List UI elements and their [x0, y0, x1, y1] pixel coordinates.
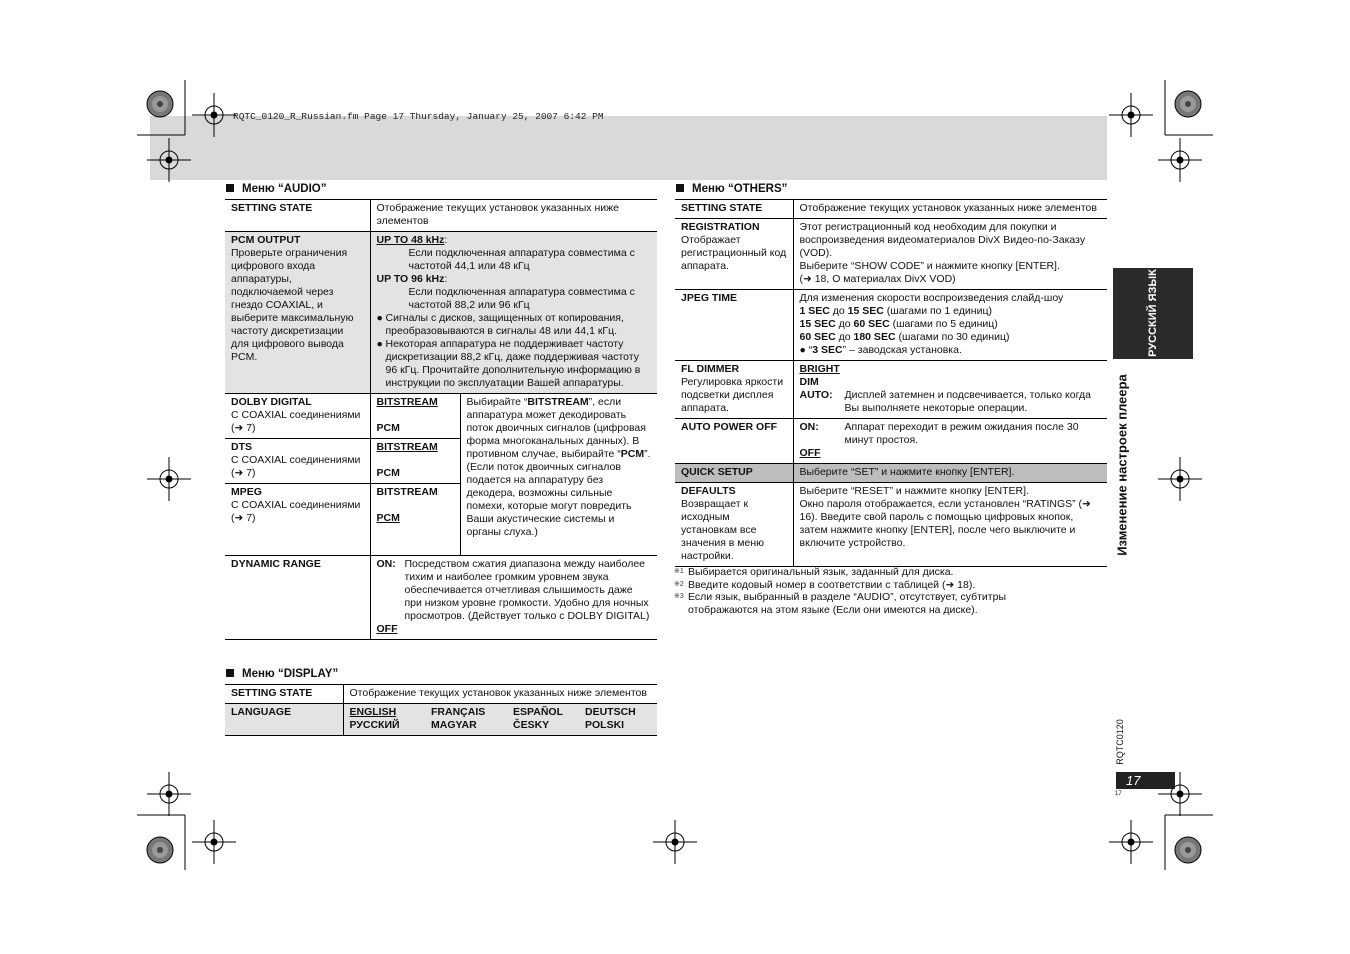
table-row	[675, 219, 1107, 290]
option-desc: Посредством сжатия диапазона между наиболее тихим и наиболее громким уровнем звука обеспечивается отчетливая слышимость даже при низком уровне громкости. Удобно для ночных просмотров. (Действует только с DOLBY DIGITAL)	[404, 558, 650, 622]
row-desc: Отображает регистрационный код аппарата.	[681, 234, 787, 272]
option-label: PCM	[376, 467, 400, 479]
table-row	[225, 200, 657, 232]
option-label: BITSTREAM	[376, 396, 438, 408]
row-key: DTS	[231, 441, 252, 453]
display-menu-title: Меню “DISPLAY”	[226, 668, 338, 680]
language-option: MAGYAR	[431, 719, 477, 731]
row-desc: С COAXIAL соединениями (➜ 7)	[231, 454, 361, 479]
table-row: AUTO POWER OFF ON: Аппарат переходит в режим ожидания после 30 минут простоя. OFF	[675, 419, 1107, 464]
table-row: PCM OUTPUT Проверьте ограничения цифрового входа аппаратуры, подключаемой через гнездо COAXIAL, и выберите максимальную частоту дискретизации для цифрового вывода PCM. UP TO 48 kHz: Если подключенная аппаратура совместима с частотой 44,1 или 48 кГц UP TO 96 kHz: Если подключенная аппаратура совместима с частотой 88,2 или 96 кГц ● Сигналы с дисков, защищенных от копирования, преобразовываются в сигналы 48 или 44,1 кГц. ● Некоторая аппаратура не поддерживает частоту дискретизации 88,2 кГц, даже поддерживая частоту 96 кГц. Прочитайте дополнительную информацию в инструкции по эксплуатации Вашей аппаратуры.	[225, 232, 657, 394]
color-wheel-icon	[1175, 91, 1201, 117]
page-number-small: 17	[1115, 791, 1122, 797]
language-option: POLSKI	[585, 719, 625, 731]
page-number: 17	[1116, 772, 1175, 789]
row-key: DOLBY DIGITAL	[231, 396, 312, 408]
row-desc: Проверьте ограничения цифрового входа аппаратуры, подключаемой через гнездо COAXIAL, и выберите максимальную частоту дискретизации для цифрового вывода PCM.	[231, 247, 354, 363]
row-value: Выберите “RESET” и нажмите кнопку [ENTER].	[799, 485, 1029, 497]
registration-mark-icon	[147, 457, 191, 501]
row-key: SETTING STATE	[225, 685, 343, 704]
row-value: Окно пароля отображается, если установлен “RATINGS” (➜ 16). Введите свой пароль с помощью цифровых кнопок, затем нажмите кнопку [ENTER], после чего выключите и включите устройство.	[799, 498, 1091, 549]
table-row: DYNAMIC RANGE ON: Посредством сжатия диапазона между наиболее тихим и наиболее громким уровнем звука обеспечивается отчетливая слышимость даже при низком уровне громкости. Удобно для ночных просмотров. (Действует только с DOLBY DIGITAL) OFF	[225, 556, 657, 640]
option-label: UP TO 48 kHz	[376, 234, 445, 246]
language-option: ESPAÑOL	[513, 706, 563, 718]
registration-mark-icon	[1109, 820, 1153, 864]
row-key: SETTING STATE	[225, 200, 370, 232]
table-row	[225, 704, 657, 736]
row-value: Выберите “SHOW CODE” и нажмите кнопку [ENTER].	[799, 260, 1060, 272]
option-label: BRIGHT	[799, 363, 840, 375]
bitstream-note: Выбирайте “BITSTREAM”, если аппаратура может декодировать поток двоичных сигналов (цифровая форма многоканальных данных). В противном случае, выбирайте “PCM”. (Если поток двоичных сигналов подается на аппаратуру без декодера, возможны сильные помехи, которые могут повредить Ваши акустические системы и органы слуха.)	[466, 396, 651, 538]
row-key: REGISTRATION	[681, 221, 760, 233]
row-value: (➜ 18, О материалах DivX VOD)	[799, 273, 956, 285]
option-desc: Если подключенная аппаратура совместима с частотой 88,2 или 96 кГц	[408, 286, 635, 311]
registration-mark-icon	[192, 93, 236, 137]
row-key: DEFAULTS	[681, 485, 736, 497]
option-label: DIM	[799, 376, 819, 388]
language-option: ENGLISH	[349, 706, 397, 718]
registration-mark-icon	[147, 138, 191, 182]
registration-mark-icon	[147, 772, 191, 816]
others-menu-table	[675, 199, 1107, 567]
registration-mark-icon	[653, 820, 697, 864]
row-key: LANGUAGE	[225, 704, 343, 736]
language-tab: РУССКИЙ ЯЗЫК	[1113, 268, 1193, 359]
table-row	[225, 685, 657, 704]
row-desc: С COAXIAL соединениями (➜ 7)	[231, 409, 361, 434]
option-label: OFF	[376, 623, 398, 635]
language-option: ČESKY	[513, 719, 550, 731]
row-value: Этот регистрационный код необходим для покупки и воспроизведения видеоматериалов DivX Видео-по-Заказу (VOD).	[799, 221, 1086, 259]
language-option: DEUTSCH	[585, 706, 636, 718]
color-wheel-icon	[1175, 837, 1201, 863]
table-row	[675, 483, 1107, 567]
row-key: MPEG	[231, 486, 262, 498]
row-key: PCM OUTPUT	[231, 234, 301, 246]
option-label: OFF	[799, 447, 821, 459]
registration-mark-icon	[1158, 138, 1202, 182]
footnote: ※1 Выбирается оригинальный язык, заданный для диска.	[674, 566, 954, 578]
file-info-line: RQTC_0120_R_Russian.fm Page 17 Thursday, January 25, 2007 6:42 PM	[233, 111, 604, 122]
footnote: ※2 Введите кодовый номер в соответствии с таблицей (➜ 18).	[674, 578, 976, 591]
registration-mark-icon	[1158, 457, 1202, 501]
row-value: Выберите “SET” и нажмите кнопку [ENTER].	[799, 466, 1015, 478]
row-desc: Регулировка яркости подсветки дисплея аппарата.	[681, 376, 784, 414]
display-menu-table	[225, 684, 657, 736]
table-row: JPEG TIME Для изменения скорости воспроизведения слайд-шоу 1 SEC до 15 SEC (шагами по 1 единиц) 15 SEC до 60 SEC (шагами по 5 единиц) 60 SEC до 180 SEC (шагами по 30 единиц) ● “3 SEC” – заводская установка.	[675, 290, 1107, 361]
table-row	[225, 394, 657, 439]
others-menu-title: Меню “OTHERS”	[676, 183, 787, 195]
option-label: BITSTREAM	[376, 441, 438, 453]
footnote: ※3 Если язык, выбранный в разделе “AUDIO”, отсутствует, субтитры отображаются на этом языке (Если они имеются на диске).	[674, 591, 1006, 616]
table-row	[675, 464, 1107, 483]
registration-mark-icon	[1109, 93, 1153, 137]
option-label: UP TO 96 kHz	[376, 273, 445, 285]
color-wheel-icon	[147, 837, 173, 863]
row-key: DYNAMIC RANGE	[225, 556, 370, 640]
row-key: AUTO POWER OFF	[675, 419, 793, 464]
row-value: Отображение текущих установок указанных ниже элементов	[349, 687, 647, 699]
option-label: PCM	[376, 422, 400, 434]
row-key: FL DIMMER	[681, 363, 740, 375]
language-option: FRANÇAIS	[431, 706, 486, 718]
audio-menu-table	[225, 199, 657, 640]
row-value: Отображение текущих установок указанных ниже элементов	[799, 202, 1097, 214]
section-title: Изменение настроек плеера	[1114, 374, 1130, 556]
row-key: QUICK SETUP	[675, 464, 793, 483]
row-value: Отображение текущих установок указанных ниже элементов	[376, 202, 619, 227]
option-label: PCM	[376, 512, 400, 524]
table-row: FL DIMMER Регулировка яркости подсветки дисплея аппарата. BRIGHT DIM AUTO: Дисплей затемнен и подсвечивается, только когда Вы выполняете некоторые операции.	[675, 361, 1107, 419]
color-wheel-icon	[147, 91, 173, 117]
audio-menu-title: Меню “AUDIO”	[226, 183, 327, 195]
option-label: BITSTREAM	[376, 486, 438, 498]
row-desc: С COAXIAL соединениями (➜ 7)	[231, 499, 361, 524]
registration-mark-icon	[192, 820, 236, 864]
footnotes	[674, 566, 1064, 616]
option-desc: Если подключенная аппаратура совместима с частотой 44,1 или 48 кГц	[408, 247, 635, 272]
row-desc: Возвращает к исходным установкам все значения в меню настройки.	[681, 498, 765, 562]
row-key: SETTING STATE	[675, 200, 793, 219]
language-option: РУССКИЙ	[349, 719, 400, 731]
table-row	[675, 200, 1107, 219]
option-desc: Дисплей затемнен и подсвечивается, только когда Вы выполняете некоторые операции.	[844, 389, 1091, 414]
doc-code: RQTC0120	[1115, 719, 1125, 765]
bullet-text: Некоторая аппаратура не поддерживает частоту дискретизации 88,2 кГц, даже поддерживая частоту 96 кГц. Прочитайте дополнительную информацию в инструкции по эксплуатации Вашей аппаратуры.	[385, 338, 641, 389]
option-desc: Аппарат переходит в режим ожидания после 30 минут простоя.	[844, 421, 1079, 446]
bullet-text: Сигналы с дисков, защищенных от копирования, преобразовываются в сигналы 48 или 44,1 кГц.	[385, 312, 624, 337]
row-value: Для изменения скорости воспроизведения слайд-шоу	[799, 292, 1064, 304]
row-key: JPEG TIME	[675, 290, 793, 361]
